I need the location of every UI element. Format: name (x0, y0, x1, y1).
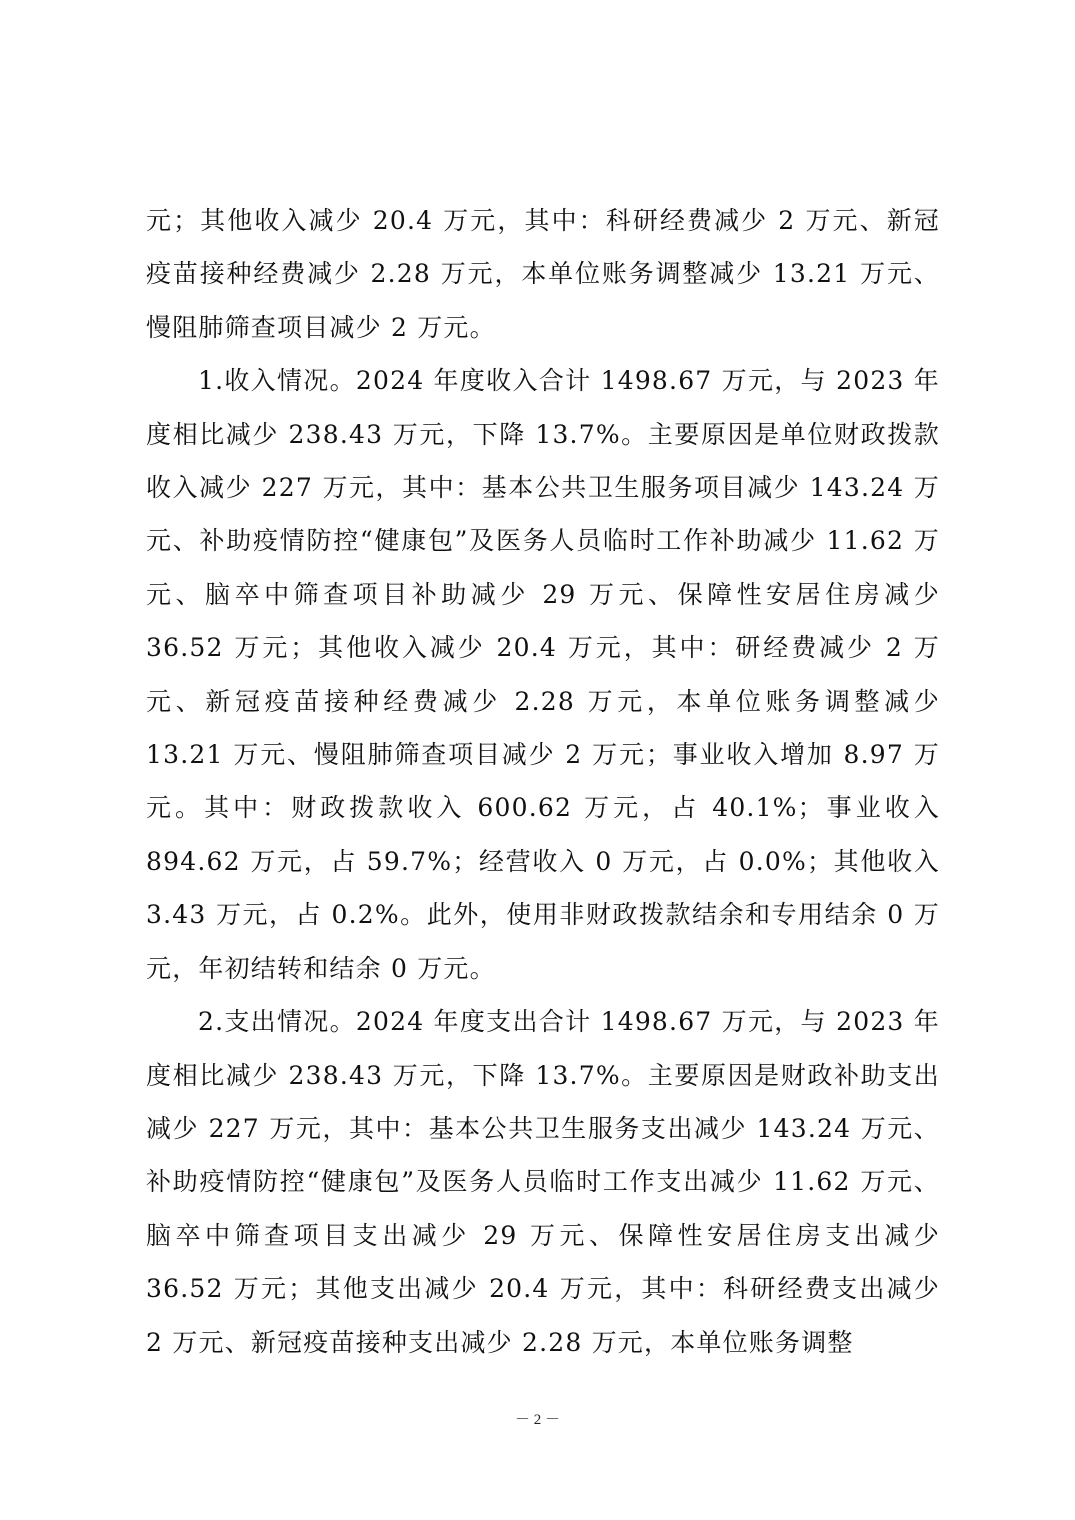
paragraph-continuation: 元；其他收入减少 20.4 万元，其中：科研经费减少 2 万元、新冠疫苗接种经费减少 2.28 万元，本单位账务调整减少 13.21 万元、慢阻肺筛查项目减少 2 万元。 (146, 206, 940, 342)
body-text (146, 194, 940, 1369)
paragraph-expenditure: 2.支出情况。2024 年度支出合计 1498.67 万元，与 2023 年度相比减少 238.43 万元，下降 13.7%。主要原因是财政补助支出减少 227 万元，其中：基本公共卫生服务支出减少 143.24 万元、补助疫情防控“健康包”及医务人员临时工作支出减少 11.62 万元、脑卒中筛查项目支出减少 29 万元、保障性安居住房支出减少 36.52 万元；其他支出减少 20.4 万元，其中：科研经费支出减少 2 万元、新冠疫苗接种支出减少 2.28 万元，本单位账务调整 (146, 1007, 940, 1357)
paragraph-income: 1.收入情况。2024 年度收入合计 1498.67 万元，与 2023 年度相比减少 238.43 万元，下降 13.7%。主要原因是单位财政拨款收入减少 227 万元，其中：基本公共卫生服务项目减少 143.24 万元、补助疫情防控“健康包”及医务人员临时工作补助减少 11.62 万元、脑卒中筛查项目补助减少 29 万元、保障性安居住房减少 36.52 万元；其他收入减少 20.4 万元，其中：研经费减少 2 万元、新冠疫苗接种经费减少 2.28 万元，本单位账务调整减少 13.21 万元、慢阻肺筛查项目减少 2 万元；事业收入增加 8.97 万元。其中：财政拨款收入 600.62 万元，占 40.1%；事业收入 894.62 万元，占 59.7%；经营收入 0 万元，占 0.0%；其他收入 3.43 万元，占 0.2%。此外，使用非财政拨款结余和专用结余 0 万元，年初结转和结余 0 万元。 (146, 366, 940, 983)
page-number: － 2 － (514, 1412, 560, 1428)
